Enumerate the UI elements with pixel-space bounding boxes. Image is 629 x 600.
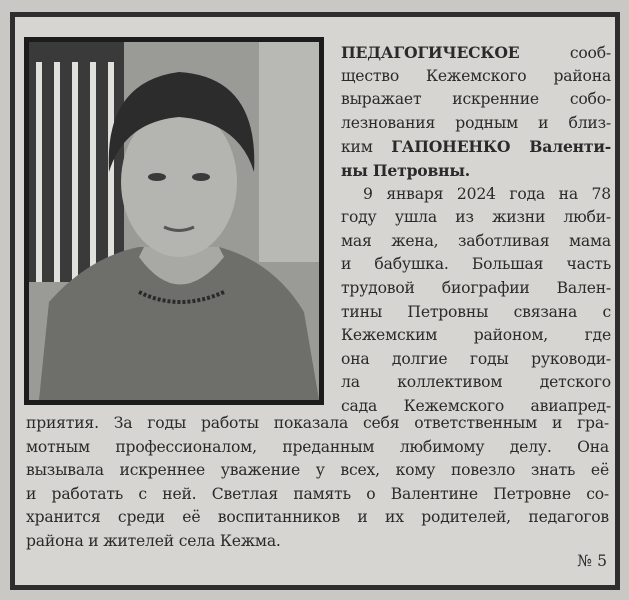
portrait-photo <box>24 37 324 405</box>
text-line: лезнования родным и близ- <box>341 113 611 132</box>
text-line <box>341 41 611 65</box>
text-line: щество Кежемского района <box>341 66 611 85</box>
deceased-name-end: ны Петровны. <box>341 160 470 180</box>
text-line: 9 января 2024 года на 78 <box>363 184 611 203</box>
text-line: приятия. За годы работы показала себя ответственным и гра- <box>26 414 609 432</box>
text-line: выражает искренние собо- <box>341 90 611 109</box>
issue-number: № 5 <box>577 552 607 570</box>
text-line: района и жителей села Кежма. <box>26 531 281 550</box>
text-line: ла коллективом детского <box>341 373 611 392</box>
deceased-name: ГАПОНЕНКО Валенти- <box>391 137 611 157</box>
text-line: и бабушка. Большая часть <box>341 255 611 274</box>
text-line: хранится среди её воспитанников и их родителей, педагогов <box>26 508 609 527</box>
text-line: мотным профессионалом, преданным любимому делу. Она <box>26 437 609 456</box>
lead-word: ПЕДАГОГИЧЕСКОЕ <box>341 43 520 62</box>
text-line: и работать с ней. Светлая память о Валентине Петровне со- <box>26 484 609 503</box>
text-line <box>341 159 611 183</box>
text-line: вызывала искреннее уважение у всех, кому повезло знать её <box>26 461 609 480</box>
text-line <box>341 135 611 159</box>
text-line: мая жена, заботливая мама <box>341 231 611 250</box>
text-line: она долгие годы руководи- <box>341 349 611 368</box>
full-width-text <box>26 412 609 554</box>
right-column-text <box>341 41 611 419</box>
text-line: сада Кежемского авиапред- <box>341 396 611 415</box>
text-line: году ушла из жизни люби- <box>341 208 611 227</box>
text-line: тины Петровны связана с <box>341 302 611 321</box>
portrait-image <box>29 42 319 400</box>
text: сооб- <box>519 44 611 62</box>
text: ким <box>341 138 392 157</box>
text-line: трудовой биографии Вален- <box>341 278 611 297</box>
text-line: Кежемским районом, где <box>341 326 611 345</box>
